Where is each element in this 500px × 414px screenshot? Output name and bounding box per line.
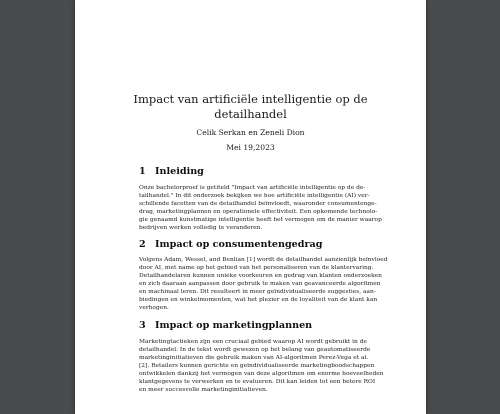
text-line: en machinaal leren. Dit resulteert in meer geïndividualiseerde suggesties, aan- <box>139 289 376 296</box>
section-1-paragraph <box>139 184 426 232</box>
section-title: Impact op marketingplannen <box>155 320 313 331</box>
text-line: ontwikkelen dankzij het vermogen van deze algoritmen om enorme hoeveelheden <box>139 371 384 378</box>
section-heading-1 <box>139 166 204 177</box>
text-line: tailhandel." In dit onderzoek bekijken we hoe artificiële intelligentie (AI) ver- <box>139 193 370 200</box>
paper-title-line-2: detailhandel <box>214 107 287 121</box>
text-line: [2]. Retailers kunnen gerichte en geïndividualiseerde marketingboodschappen <box>139 363 375 370</box>
section-title: Impact op consumentengedrag <box>155 239 323 250</box>
section-heading-3 <box>139 320 312 331</box>
text-line: en meer succesvolle marketinginitiatieven. <box>139 387 268 394</box>
section-2-paragraph <box>139 256 426 312</box>
text-line: biedingen en winkelmomenten, wat het plezier en de loyaliteit van de klant kan <box>139 297 378 304</box>
section-number: 3 <box>139 320 146 331</box>
section-number: 1 <box>139 166 146 177</box>
text-line: marketinginitiatieven die gebruik maken van AI-algoritmen Perez-Vega et al. <box>139 355 369 362</box>
paper-date: Mei 19,2023 <box>226 143 275 152</box>
text-line: bedrijven werken volledig te veranderen. <box>139 225 263 232</box>
paper-authors: Celik Serkan en Zeneli Dion <box>196 128 305 137</box>
text-line: gie genaamd kunstmatige intelligentie heeft het vermogen om de manier waarop <box>139 217 382 224</box>
text-line: klantgegevens te verwerken en te evalueren. Dit kan leiden tot een betere ROI <box>139 379 376 386</box>
text-line: door AI, met name op het gebied van het personaliseren van de klantervaring. <box>139 265 374 272</box>
text-line: Detailhandelaren kunnen unieke voorkeuren en gedrag van klanten onderzoeken <box>139 273 382 280</box>
text-line: Onze bachelorproef is getiteld "Impact van artificiële intelligentie op de de- <box>139 185 366 191</box>
text-line: Marketingtactieken zijn een cruciaal gebied waarop AI wordt gebruikt in de <box>139 339 367 345</box>
section-title: Inleiding <box>155 166 204 177</box>
text-line: drag, marketingplannen en operationele effectiviteit. Een opkomende technolo- <box>139 209 378 216</box>
text-line: schillende facetten van de detailhandel beïnvloedt, waaronder consumentenge- <box>139 201 377 208</box>
paper-title-line-1: Impact van artificiële intelligentie op de <box>133 92 368 106</box>
paper-title <box>95 92 406 122</box>
text-line: verhogen. <box>139 305 169 312</box>
section-heading-2 <box>139 239 322 250</box>
section-number: 2 <box>139 239 146 250</box>
text-line: en zich daaraan aanpassen door gebruik te maken van geavanceerde algoritmen <box>139 281 381 288</box>
text-line: Volgens Adam, Wessel, and Benlian [1] wordt de detailhandel aanzienlijk beïnvloed <box>139 257 388 263</box>
text-line: detailhandel. In de tekst wordt gewezen op het belang van geautomatiseerde <box>139 347 371 354</box>
section-3-paragraph <box>139 338 426 394</box>
document-page <box>75 0 426 414</box>
